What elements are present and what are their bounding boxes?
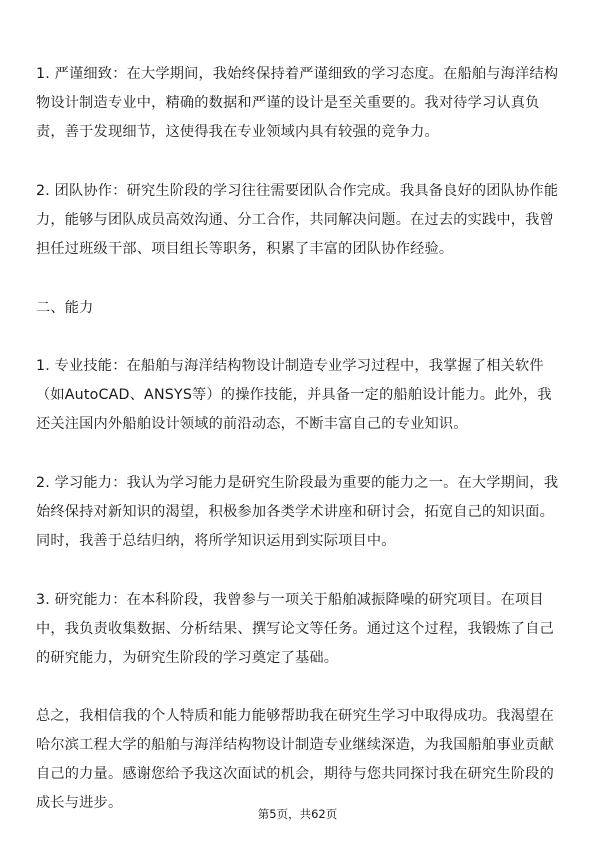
paragraph-line: 成长与进步。 <box>36 795 123 811</box>
paragraph-line: （如AutoCAD、ANSYS等）的操作技能，并具备一定的船舶设计能力。此外，我 <box>36 387 552 403</box>
paragraph-learning-ability <box>36 469 561 556</box>
paragraph-teamwork <box>36 177 561 264</box>
section-heading: 二、能力 <box>36 300 94 316</box>
paragraph-line: 中，我负责收集数据、分析结果、撰写论文等任务。通过这个过程，我锻炼了自己 <box>36 621 554 637</box>
paragraph-line: 物设计制造专业中，精确的数据和严谨的设计是至关重要的。我对待学习认真负 <box>36 95 540 111</box>
paragraph-line: 自己的力量。感谢您给予我这次面试的机会，期待与您共同探讨我在研究生阶段的 <box>36 766 554 782</box>
paragraph-line: 哈尔滨工程大学的船舶与海洋结构物设计制造专业继续深造，为我国船舶事业贡献 <box>36 737 554 753</box>
paragraph-line: 还关注国内外船舶设计领域的前沿动态，不断丰富自己的专业知识。 <box>36 416 468 432</box>
section-heading-ability <box>36 294 561 323</box>
paragraph-line: 1. 严谨细致：在大学期间，我始终保持着严谨细致的学习态度。在船舶与海洋结构 <box>36 66 559 82</box>
paragraph-line: 力，能够与团队成员高效沟通、分工合作，共同解决问题。在过去的实践中，我曾 <box>36 212 554 228</box>
paragraph-line: 同时，我善于总结归纳，将所学知识运用到实际项目中。 <box>36 533 396 549</box>
page-number-footer: 第5页，共62页 <box>257 807 338 821</box>
paragraph-line: 3. 研究能力：在本科阶段，我曾参与一项关于船舶减振降噪的研究项目。在项目 <box>36 592 544 608</box>
paragraph-line: 2. 学习能力：我认为学习能力是研究生阶段最为重要的能力之一。在大学期间，我 <box>36 475 559 491</box>
paragraph-line: 责，善于发现细节，这使得我在专业领域内具有较强的竞争力。 <box>36 124 439 140</box>
paragraph-research-ability <box>36 586 561 673</box>
paragraph-line: 2. 团队协作：研究生阶段的学习往往需要团队合作完成。我具备良好的团队协作能 <box>36 183 559 199</box>
paragraph-line: 担任过班级干部、项目组长等职务，积累了丰富的团队协作经验。 <box>36 241 454 257</box>
paragraph-conclusion <box>36 702 561 818</box>
paragraph-rigor <box>36 60 561 147</box>
paragraph-line: 始终保持对新知识的渴望，积极参加各类学术讲座和研讨会，拓宽自己的知识面。 <box>36 504 554 520</box>
paragraph-line: 的研究能力，为研究生阶段的学习奠定了基础。 <box>36 650 339 666</box>
paragraph-line: 总之，我相信我的个人特质和能力能够帮助我在研究生学习中取得成功。我渴望在 <box>36 708 554 724</box>
paragraph-professional-skills <box>36 352 561 439</box>
paragraph-line: 1. 专业技能：在船舶与海洋结构物设计制造专业学习过程中，我掌握了相关软件 <box>36 358 544 374</box>
